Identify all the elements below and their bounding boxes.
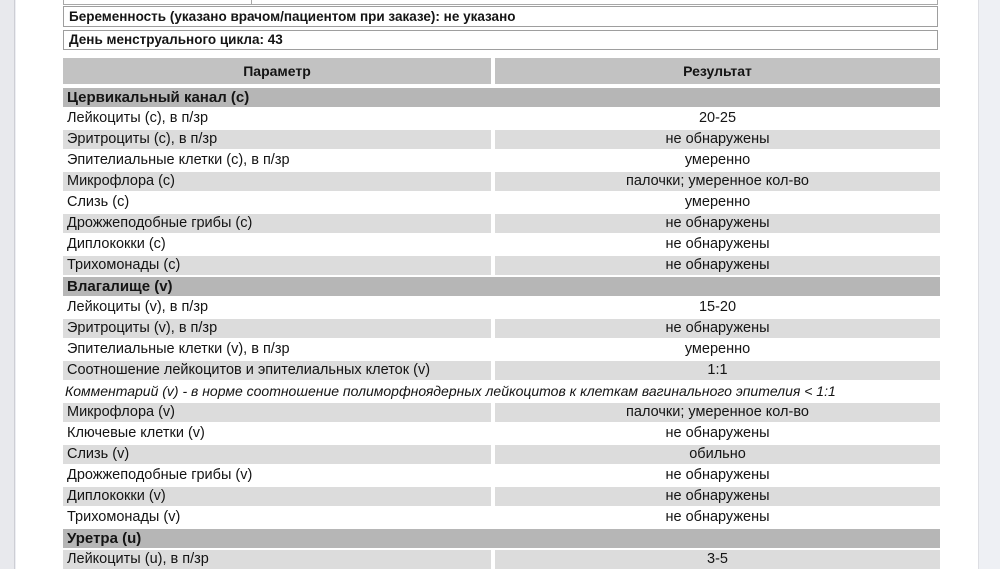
section-header-row: Влагалище (v): [63, 277, 940, 296]
table-row: [63, 424, 940, 443]
parameter-cell: Эритроциты (c), в п/зр: [63, 130, 491, 149]
table-row: [63, 130, 940, 149]
parameter-cell: Микрофлора (v): [63, 403, 491, 422]
pregnancy-info-box: [63, 6, 938, 27]
column-header-parameter: Параметр: [63, 58, 491, 84]
table-row: [63, 256, 940, 275]
page-margin-right: [978, 0, 1000, 569]
page-margin-left: [0, 0, 15, 569]
table-row: [63, 193, 940, 212]
table-row: [63, 508, 940, 527]
result-cell: 1:1: [495, 361, 940, 380]
parameter-cell: Трихомонады (c): [63, 256, 491, 275]
parameter-cell: Трихомонады (v): [63, 508, 491, 527]
result-cell: не обнаружены: [495, 508, 940, 527]
table-row: [63, 298, 940, 317]
section-header-row: Уретра (u): [63, 529, 940, 548]
result-cell: умеренно: [495, 151, 940, 170]
table-row: [63, 319, 940, 338]
parameter-cell: Слизь (v): [63, 445, 491, 464]
result-cell: палочки; умеренное кол-во: [495, 172, 940, 191]
table-row: [63, 403, 940, 422]
result-cell: не обнаружены: [495, 214, 940, 233]
result-cell: не обнаружены: [495, 319, 940, 338]
table-row: [63, 172, 940, 191]
clipped-cell-divider: [251, 0, 252, 4]
cycle-day-info-text: День менструального цикла: 43: [69, 32, 283, 47]
table-row: [63, 550, 940, 569]
parameter-cell: Соотношение лейкоцитов и эпителиальных клеток (v): [63, 361, 491, 380]
result-cell: 15-20: [495, 298, 940, 317]
comment-row: Комментарий (v) - в норме соотношение полиморфноядерных лейкоцитов к клеткам вагинального эпителия < 1:1: [63, 382, 940, 401]
result-cell: палочки; умеренное кол-во: [495, 403, 940, 422]
table-row: [63, 445, 940, 464]
report-content: [63, 0, 940, 569]
table-row: [63, 340, 940, 359]
table-row: [63, 466, 940, 485]
parameter-cell: Ключевые клетки (v): [63, 424, 491, 443]
parameter-cell: Лейкоциты (c), в п/зр: [63, 109, 491, 128]
parameter-cell: Эпителиальные клетки (c), в п/зр: [63, 151, 491, 170]
parameter-cell: Дрожжеподобные грибы (c): [63, 214, 491, 233]
result-cell: не обнаружены: [495, 424, 940, 443]
pregnancy-info-text: Беременность (указано врачом/пациентом при заказе): не указано: [69, 9, 516, 24]
results-table: [63, 88, 940, 569]
result-cell: не обнаружены: [495, 256, 940, 275]
result-cell: умеренно: [495, 340, 940, 359]
table-row: [63, 151, 940, 170]
parameter-cell: Лейкоциты (v), в п/зр: [63, 298, 491, 317]
result-cell: не обнаружены: [495, 466, 940, 485]
parameter-cell: Дрожжеподобные грибы (v): [63, 466, 491, 485]
table-row: [63, 361, 940, 380]
result-cell: не обнаружены: [495, 235, 940, 254]
parameter-cell: Микрофлора (c): [63, 172, 491, 191]
column-header-result: Результат: [495, 58, 940, 84]
section-header-row: Цервикальный канал (c): [63, 88, 940, 107]
table-row: [63, 487, 940, 506]
parameter-cell: Диплококки (v): [63, 487, 491, 506]
result-cell: 20-25: [495, 109, 940, 128]
parameter-cell: Диплококки (c): [63, 235, 491, 254]
result-cell: умеренно: [495, 193, 940, 212]
clipped-top-row: [63, 0, 938, 5]
table-header-row: [63, 58, 940, 84]
table-row: [63, 109, 940, 128]
parameter-cell: Эритроциты (v), в п/зр: [63, 319, 491, 338]
result-cell: не обнаружены: [495, 487, 940, 506]
table-row: [63, 235, 940, 254]
table-row: [63, 214, 940, 233]
result-cell: 3-5: [495, 550, 940, 569]
parameter-cell: Эпителиальные клетки (v), в п/зр: [63, 340, 491, 359]
parameter-cell: Слизь (c): [63, 193, 491, 212]
result-cell: обильно: [495, 445, 940, 464]
parameter-cell: Лейкоциты (u), в п/зр: [63, 550, 491, 569]
result-cell: не обнаружены: [495, 130, 940, 149]
cycle-day-info-box: [63, 30, 938, 50]
